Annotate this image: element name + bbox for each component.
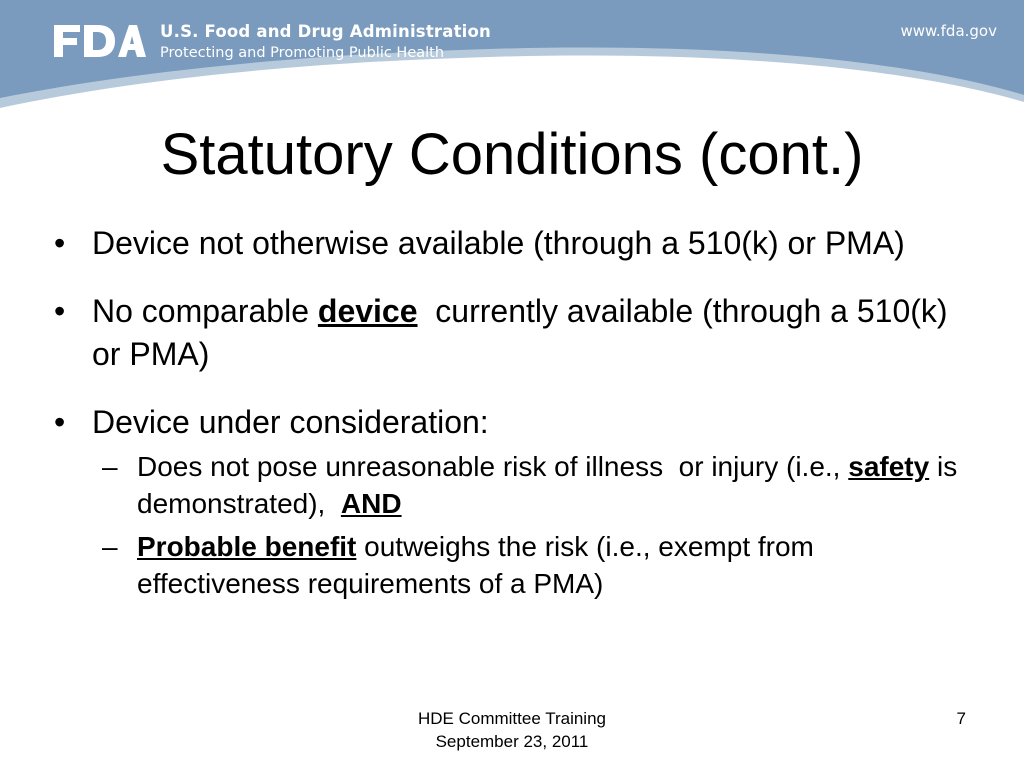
sub-bullet-marker: – (102, 531, 118, 562)
emphasis-and: AND (340, 488, 402, 519)
bullet-text: Device not otherwise available (through a 510(k) or PMA) (92, 225, 905, 261)
footer-info (362, 707, 662, 753)
slide-body (52, 222, 982, 608)
fda-logo (50, 22, 146, 60)
bullet-item (52, 222, 982, 265)
emphasis-probable-benefit: Probable benefit (137, 531, 357, 562)
agency-identity (160, 22, 491, 63)
agency-tagline: Protecting and Promoting Public Health (160, 45, 445, 61)
footer-event-name: HDE Committee Training (417, 709, 606, 728)
sub-bullet-text-continued: is demonstrated), (137, 451, 965, 519)
bullet-item (52, 290, 982, 376)
bullet-marker: • (54, 404, 66, 440)
page-number: 7 (956, 709, 966, 728)
header-banner (0, 0, 1024, 110)
sub-bullet-text: Does not pose unreasonable risk of illness or injury (i.e., (137, 451, 849, 482)
sub-bullet-marker: – (102, 451, 118, 482)
agency-name: U.S. Food and Drug Administration (160, 22, 492, 41)
bullet-item (52, 401, 982, 444)
sub-bullet-text: outweighs the risk (i.e., exempt from effectiveness requirements of a PMA) (137, 531, 814, 599)
website-link[interactable]: www.fda.gov (900, 22, 997, 40)
footer-date: September 23, 2011 (435, 732, 589, 751)
bullet-text: No comparable (92, 293, 318, 329)
bullet-marker: • (54, 293, 66, 329)
bullet-marker: • (54, 225, 66, 261)
emphasis-safety: safety (848, 451, 930, 482)
emphasis-device: device (317, 293, 418, 329)
sub-bullet-item (97, 528, 982, 602)
bullet-text-continued: currently available (through a 510(k) or PMA) (92, 293, 957, 372)
bullet-text: Device under consideration: (92, 404, 489, 440)
sub-bullet-item (97, 448, 982, 522)
slide-title: Statutory Conditions (cont.) (160, 122, 864, 187)
header-band-graphic (0, 0, 1024, 110)
